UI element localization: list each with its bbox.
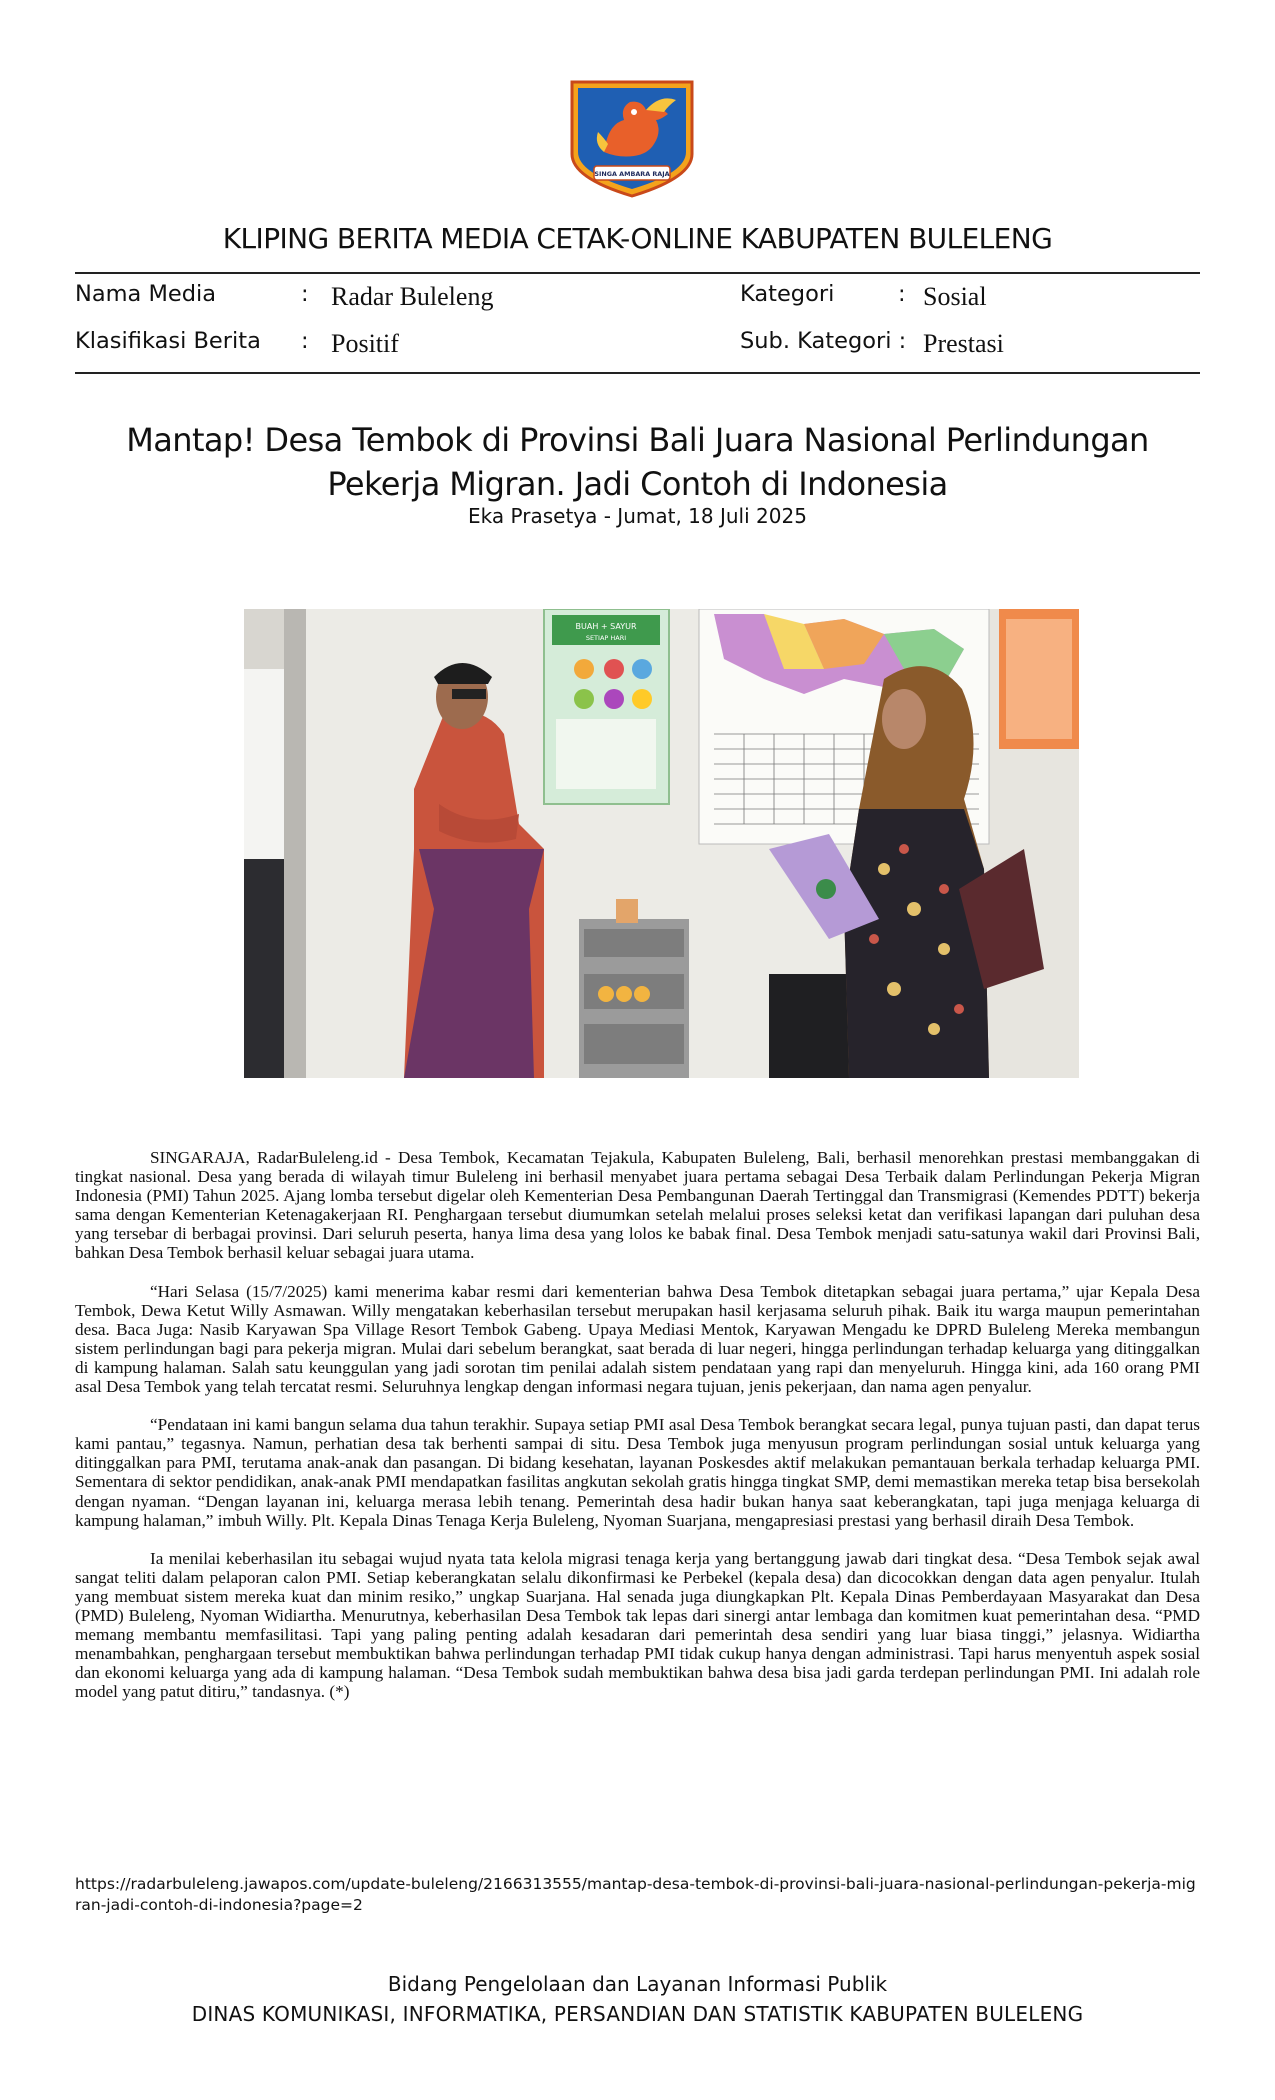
article-paragraph: “Hari Selasa (15/7/2025) kami menerima kabar resmi dari kementerian bahwa Desa Tembok ditetapkan sebagai juara pertama,” ujar Kepala Desa Tembok, Dewa Ketut Willy Asmawan. Willy mengatakan keberhasilan tersebut merupakan hasil kerjasama seluruh pihak. Baik itu warga maupun pemerintahan desa. Baca Juga: Nasib Karyawan Spa Village Resort Tembok Gabeng. Upaya Mediasi Mentok, Karyawan Mengadu ke DPRD Buleleng Mereka membangun sistem perlindungan bagi para pekerja migran. Mulai dari sebelum berangkat, saat berada di luar negeri, hingga perlindungan terhadap keluarga yang ditinggalkan di kampung halaman. Salah satu keunggulan yang jadi sorotan tim penilai adalah sistem pendataan yang rapi dan menyeluruh. Hingga kini, ada 160 orang PMI asal Desa Tembok yang telah tercatat resmi. Seluruhnya lengkap dengan informasi negara tujuan, jenis pekerjaan, dan nama agen penyalur. [75,1281,1200,1397]
svg-text:SINGA AMBARA RAJA: SINGA AMBARA RAJA [594,170,670,178]
divider-top [75,272,1200,274]
document-header-title: KLIPING BERITA MEDIA CETAK-ONLINE KABUPATEN BULELENG [222,222,1053,255]
classification-label: Klasifikasi Berita [75,328,261,354]
footer-agency: DINAS KOMUNIKASI, INFORMATIKA, PERSANDIAN DAN STATISTIK KABUPATEN BULELENG [191,2002,1084,2026]
footer-department: Bidang Pengelolaan dan Layanan Informasi Publik [387,1972,888,1996]
subcategory-label: Sub. Kategori : [740,328,907,354]
classification-colon: : [301,328,309,354]
article-paragraph: “Pendataan ini kami bangun selama dua tahun terakhir. Supaya setiap PMI asal Desa Tembok berangkat secara legal, punya tujuan pasti, dan dapat terus kami pantau,” tegasnya. Namun, perhatian desa tak berhenti sampai di situ. Desa Tembok juga menyusun program perlindungan sosial untuk keluarga yang ditinggalkan para PMI, terutama anak-anak dan pasangan. Di bidang kesehatan, layanan Poskesdes aktif melakukan pemantauan berkala terhadap keluarga PMI. Sementara di sektor pendidikan, anak-anak PMI mendapatkan fasilitas angkutan sekolah gratis hingga tingkat SMP, demi memastikan mereka tetap bisa bersekolah dengan nyaman. “Dengan layanan ini, keluarga merasa lebih tenang. Pemerintah desa hadir bukan hanya saat keberangkatan, tapi juga menjaga keluarga di kampung halaman,” imbuh Willy. Plt. Kepala Dinas Tenaga Kerja Buleleng, Nyoman Suarjana, mengapresiasi prestasi yang berhasil diraih Desa Tembok. [75,1415,1200,1530]
media-name-colon: : [301,281,309,307]
category-value: Sosial [923,282,987,311]
svg-text:BUAH + SAYUR: BUAH + SAYUR [575,622,637,631]
article-paragraph: Ia menilai keberhasilan itu sebagai wujud nyata tata kelola migrasi tenaga kerja yang bertanggung jawab dari tingkat desa. “Desa Tembok sejak awal sangat teliti dalam pelaporan calon PMI. Setiap keberangkatan selalu dikonfirmasi ke Perbekel (kepala desa) dan dicocokkan dengan data agen penyalur. Itulah yang membuat sistem mereka kuat dan minim resiko,” ungkap Suarjana. Hal senada juga diungkapkan Plt. Kepala Dinas Pemberdayaan Masyarakat dan Desa (PMD) Buleleng, Nyoman Widiartha. Menurutnya, keberhasilan Desa Tembok tak lepas dari sinergi antar lembaga dan komitmen kuat pemerintahan desa. “PMD memang membantu memfasilitasi. Tapi yang paling penting adalah kesadaran dari pemerintah desa sendiri yang luar biasa tinggi,” jelasnya. Widiartha menambahkan, penghargaan tersebut membuktikan bahwa perlindungan terhadap PMI tidak cukup hanya dengan administrasi. Tapi harus menyentuh aspek sosial dan ekonomi keluarga yang ada di kampung halaman. “Desa Tembok sudah membuktikan bahwa desa bisa jadi garda terdepan perlindungan PMI. Ini adalah role model yang patut ditiru,” tandasnya. (*) [75,1548,1200,1702]
svg-text:SETIAP HARI: SETIAP HARI [585,634,627,642]
divider-bottom [75,372,1200,374]
classification-value: Positif [331,329,399,358]
media-name-value: Radar Buleleng [331,282,494,311]
logo-emblem [564,74,700,200]
source-url[interactable]: https://radarbuleleng.jawapos.com/update-buleleng/2166313555/mantap-desa-tembok-di-provinsi-bali-juara-nasional-perlindungan-pekerja-migran-jadi-contoh-di-indonesia?page=2 [75,1875,1196,1914]
media-name-label: Nama Media [75,281,217,307]
category-label: Kategori [740,281,835,307]
article-byline: Eka Prasetya - Jumat, 18 Juli 2025 [468,504,807,528]
subcategory-value: Prestasi [923,329,1004,358]
category-colon: : [898,281,906,307]
article-paragraph: SINGARAJA, RadarBuleleng.id - Desa Tembok, Kecamatan Tejakula, Kabupaten Buleleng, Bali, berhasil menorehkan prestasi membanggakan di tingkat nasional. Desa yang berada di wilayah timur Buleleng ini berhasil menyabet juara pertama sebagai Desa Terbaik dalam Perlindungan Pekerja Migran Indonesia (PMI) Tahun 2025. Ajang lomba tersebut digelar oleh Kementerian Desa Pembangunan Daerah Tertinggal dan Transmigrasi (Kemendes PDTT) bekerja sama dengan Kementerian Ketenagakerjaan RI. Penghargaan tersebut diumumkan setelah melalui proses seleksi ketat dan verifikasi lapangan dari puluhan desa yang tersebar di berbagai provinsi. Dari seluruh peserta, hanya lima desa yang lolos ke babak final. Desa Tembok menjadi satu-satunya wakil dari Provinsi Bali, bahkan Desa Tembok berhasil keluar sebagai juara utama. [75,1148,1200,1263]
article-body [75,1148,1200,1720]
article-title: Mantap! Desa Tembok di Provinsi Bali Juara Nasional Perlindungan Pekerja Migran. Jadi Contoh di Indonesia [126,421,1149,503]
article-photo [244,609,1079,1078]
